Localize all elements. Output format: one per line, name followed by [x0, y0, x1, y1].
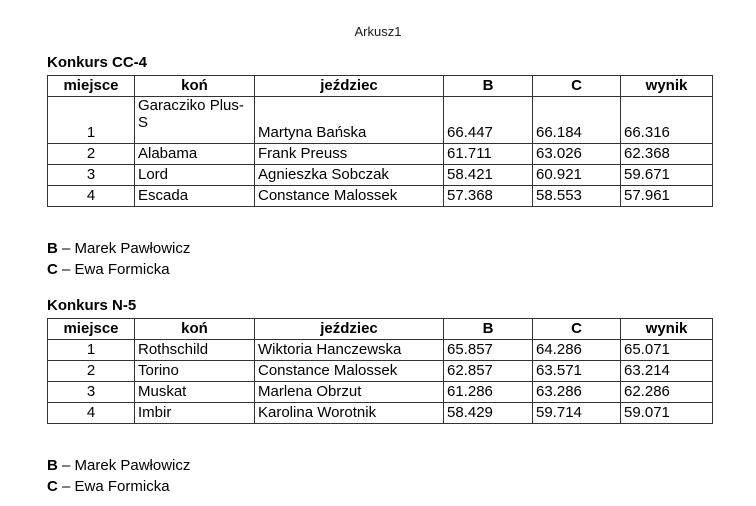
cell: Agnieszka Sobczak [255, 165, 444, 186]
table-row [48, 403, 713, 424]
table-row [48, 165, 713, 186]
cell: 61.286 [444, 382, 533, 403]
cell: 2 [48, 144, 135, 165]
table-row [48, 97, 713, 144]
table-body [48, 97, 713, 207]
cell: 63.286 [533, 382, 621, 403]
cell: Constance Malossek [255, 361, 444, 382]
cell: 63.571 [533, 361, 621, 382]
cell: 58.429 [444, 403, 533, 424]
cell: Karolina Worotnik [255, 403, 444, 424]
cell: 1 [48, 340, 135, 361]
judge-line-c [47, 259, 756, 280]
cell: Martyna Bańska [255, 97, 444, 144]
cell: Constance Malossek [255, 186, 444, 207]
column-header: koń [135, 76, 255, 97]
table-row [48, 144, 713, 165]
table-header [48, 76, 713, 97]
column-header: C [533, 76, 621, 97]
cell: 4 [48, 403, 135, 424]
judge-line-b [47, 238, 756, 259]
cell: 64.286 [533, 340, 621, 361]
cell: 3 [48, 382, 135, 403]
column-header: jeździec [255, 76, 444, 97]
table-row [48, 382, 713, 403]
judge-separator: – [62, 261, 71, 278]
judge-name: Ewa Formicka [74, 478, 170, 495]
cell: 57.368 [444, 186, 533, 207]
column-header: wynik [621, 319, 713, 340]
judge-name: Marek Pawłowicz [74, 457, 191, 474]
cell: 3 [48, 165, 135, 186]
cell: Garacziko Plus-S [135, 97, 255, 144]
column-header: wynik [621, 76, 713, 97]
cell: Frank Preuss [255, 144, 444, 165]
column-header: C [533, 319, 621, 340]
cell: Rothschild [135, 340, 255, 361]
cell: 57.961 [621, 186, 713, 207]
judge-separator: – [62, 457, 71, 474]
cell: 1 [48, 97, 135, 144]
column-header: miejsce [48, 319, 135, 340]
judge-code: C [47, 478, 58, 495]
cell: 62.368 [621, 144, 713, 165]
judge-code: C [47, 261, 58, 278]
cell: 63.214 [621, 361, 713, 382]
cell: Marlena Obrzut [255, 382, 444, 403]
column-header: jeździec [255, 319, 444, 340]
judges-legend [47, 455, 756, 497]
cell: 66.184 [533, 97, 621, 144]
judge-separator: – [62, 478, 71, 495]
judge-separator: – [62, 240, 71, 257]
judge-line-b [47, 455, 756, 476]
cell: 59.671 [621, 165, 713, 186]
cell: 59.071 [621, 403, 713, 424]
column-header: B [444, 76, 533, 97]
column-header: miejsce [48, 76, 135, 97]
cell: 63.026 [533, 144, 621, 165]
judge-code: B [47, 457, 58, 474]
cell: 58.553 [533, 186, 621, 207]
cell: Torino [135, 361, 255, 382]
table-body [48, 340, 713, 424]
cell: Muskat [135, 382, 255, 403]
cell: Lord [135, 165, 255, 186]
competition-section-cc4 [47, 54, 756, 280]
table-row [48, 186, 713, 207]
cell: 62.857 [444, 361, 533, 382]
section-heading: Konkurs N-5 [47, 297, 137, 314]
cell: Alabama [135, 144, 255, 165]
header-row [48, 76, 713, 97]
header-row [48, 319, 713, 340]
results-table [47, 75, 713, 207]
judge-line-c [47, 476, 756, 497]
competition-section-n5 [47, 297, 756, 497]
cell: 65.071 [621, 340, 713, 361]
sheet-title: Arkusz1 [354, 24, 402, 39]
results-table [47, 318, 713, 424]
cell: 60.921 [533, 165, 621, 186]
cell: Escada [135, 186, 255, 207]
table-row [48, 340, 713, 361]
column-header: B [444, 319, 533, 340]
judges-legend [47, 238, 756, 280]
cell: 59.714 [533, 403, 621, 424]
cell: 58.421 [444, 165, 533, 186]
table-row [48, 361, 713, 382]
judge-name: Marek Pawłowicz [74, 240, 191, 257]
column-header: koń [135, 319, 255, 340]
section-heading: Konkurs CC-4 [47, 54, 148, 71]
cell: 62.286 [621, 382, 713, 403]
sheet-content [0, 54, 756, 497]
cell: 66.316 [621, 97, 713, 144]
cell: Wiktoria Hanczewska [255, 340, 444, 361]
table-header [48, 319, 713, 340]
cell: 66.447 [444, 97, 533, 144]
cell: 61.711 [444, 144, 533, 165]
judge-name: Ewa Formicka [74, 261, 170, 278]
cell: 4 [48, 186, 135, 207]
judge-code: B [47, 240, 58, 257]
cell: 65.857 [444, 340, 533, 361]
cell: 2 [48, 361, 135, 382]
cell: Imbir [135, 403, 255, 424]
